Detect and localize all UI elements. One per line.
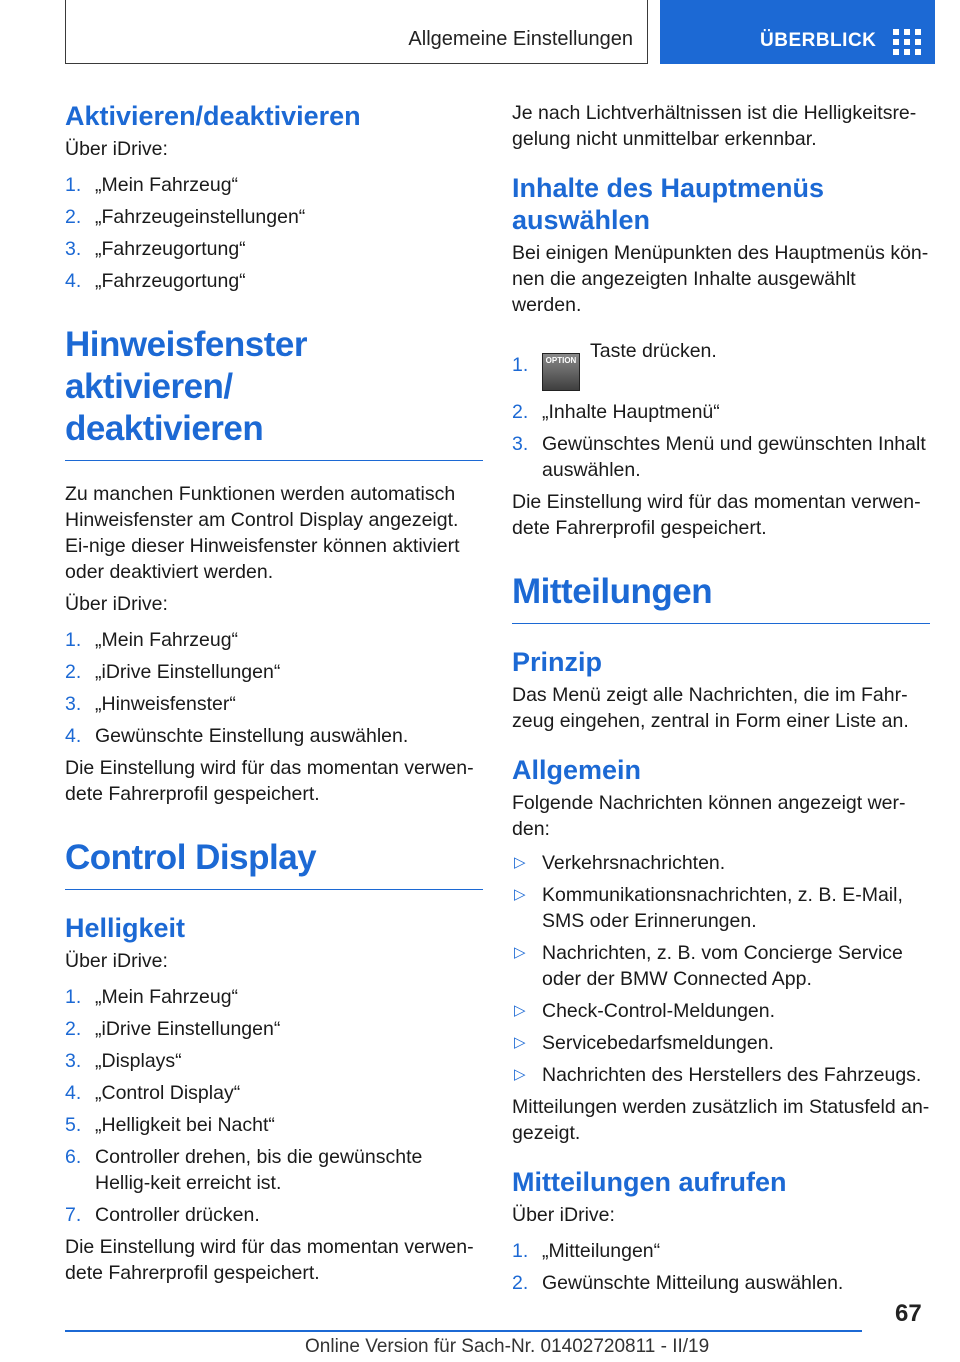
heading-control-display: Control Display (65, 837, 483, 890)
list-item: 7. Controller drücken. (65, 1204, 260, 1226)
list-item: 2. „iDrive Einstellungen“ (65, 1018, 281, 1040)
list-item: 2. „Fahrzeugeinstellungen“ (65, 206, 306, 228)
overview-tab-label: ÜBERBLICK (760, 30, 877, 51)
list-item: 1. OPTION Taste drücken. (512, 338, 930, 391)
heading-aufrufen: Mitteilungen aufrufen (512, 1167, 787, 1197)
steps-list (65, 172, 483, 294)
left-column (65, 100, 483, 1286)
triangle-bullet-icon: ▷ (514, 944, 526, 961)
paragraph: Bei einigen Menüpunkten des Hauptmenüs kön-nen die angezeigten Inhalte ausgewählt werden. (512, 242, 929, 316)
triangle-bullet-icon: ▷ (514, 1066, 526, 1083)
list-item: 3. Gewünschtes Menü und gewünschten Inhalt auswählen. (512, 433, 926, 481)
header-section-box (65, 0, 648, 64)
paragraph: Folgende Nachrichten können angezeigt wer-den: (512, 792, 906, 840)
heading-helligkeit: Helligkeit (65, 913, 186, 943)
right-column (512, 100, 930, 1296)
list-item: 1. „Mitteilungen“ (512, 1240, 661, 1262)
list-item: 6. Controller drehen, bis die gewünschte Hellig-keit erreicht ist. (65, 1146, 423, 1194)
list-item: 3. „Fahrzeugortung“ (65, 238, 246, 260)
triangle-bullet-icon: ▷ (514, 1034, 526, 1051)
triangle-bullet-icon: ▷ (514, 1002, 526, 1019)
overview-tab[interactable] (660, 0, 935, 64)
list-item: 4. „Fahrzeugortung“ (65, 270, 246, 292)
triangle-bullet-icon: ▷ (514, 886, 526, 903)
heading-aktivieren: Aktivieren/deaktivieren (65, 101, 361, 131)
paragraph: Zu manchen Funktionen werden automatisch Hinweisfenster am Control Display angezeigt. Ei-nige dieser Hinweisfenster können aktiviert oder deaktiviert werden. (65, 483, 460, 583)
triangle-bullet-icon: ▷ (514, 854, 526, 871)
list-item: 5. „Helligkeit bei Nacht“ (65, 1114, 275, 1136)
footer-divider (65, 1330, 862, 1332)
list-item: 2. Gewünschte Mitteilung auswählen. (512, 1272, 844, 1294)
list-item: 1. „Mein Fahrzeug“ (65, 174, 239, 196)
list-item: ▷ Verkehrsnachrichten. (514, 852, 726, 874)
paragraph: Je nach Lichtverhältnissen ist die Helligkeitsre-gelung nicht unmittelbar erkennbar. (512, 102, 917, 150)
list-item: 4. Gewünschte Einstellung auswählen. (65, 725, 409, 747)
paragraph: Mitteilungen werden zusätzlich im Statusfeld an-gezeigt. (512, 1096, 930, 1144)
heading-hauptmenue: Inhalte des Hauptmenüs auswählen (512, 173, 825, 235)
list-item: 3. „Displays“ (65, 1050, 182, 1072)
list-item: 1. „Mein Fahrzeug“ (65, 629, 239, 651)
list-item: 2. „Inhalte Hauptmenü“ (512, 401, 720, 423)
note: Die Einstellung wird für das momentan verwen-dete Fahrerprofil gespeichert. (65, 1236, 474, 1284)
intro-text: Über iDrive: (65, 138, 168, 160)
option-button-icon: OPTION (542, 353, 580, 391)
heading-mitteilungen: Mitteilungen (512, 571, 930, 624)
steps-list (65, 627, 483, 749)
note: Die Einstellung wird für das momentan verwen-dete Fahrerprofil gespeichert. (512, 491, 921, 539)
bullet-list (512, 850, 930, 1088)
intro-text: Über iDrive: (65, 593, 168, 615)
steps-list (512, 338, 930, 483)
page-number: 67 (895, 1300, 922, 1327)
list-item: ▷ Kommunikationsnachrichten, z. B. E-Mail, SMS oder Erinnerungen. (514, 884, 903, 932)
paragraph: Das Menü zeigt alle Nachrichten, die im Fahr-zeug eingehen, zentral in Form einer Liste an. (512, 684, 909, 732)
list-item: 4. „Control Display“ (65, 1082, 241, 1104)
list-item: ▷ Check-Control-Meldungen. (514, 1000, 776, 1022)
list-item: 2. „iDrive Einstellungen“ (65, 661, 281, 683)
list-item: ▷ Servicebedarfsmeldungen. (514, 1032, 774, 1054)
list-item: 1. „Mein Fahrzeug“ (65, 986, 239, 1008)
steps-list (512, 1238, 930, 1296)
list-item: ▷ Nachrichten des Herstellers des Fahrzeugs. (514, 1064, 922, 1086)
heading-prinzip: Prinzip (512, 647, 603, 677)
note: Die Einstellung wird für das momentan verwen-dete Fahrerprofil gespeichert. (65, 757, 474, 805)
steps-list (65, 984, 483, 1228)
list-item: 3. „Hinweisfenster“ (65, 693, 236, 715)
list-item: ▷ Nachrichten, z. B. vom Concierge Service oder der BMW Connected App. (514, 942, 903, 990)
intro-text: Über iDrive: (65, 950, 168, 972)
footer-text: Online Version für Sach-Nr. 01402720811 - II/19 (305, 1336, 710, 1357)
grid-icon (893, 29, 921, 53)
heading-allgemein: Allgemein (512, 755, 642, 785)
section-title: Allgemeine Einstellungen (408, 28, 633, 50)
heading-hinweisfenster: Hinweisfenster aktivieren/ deaktivieren (65, 324, 483, 461)
intro-text: Über iDrive: (512, 1204, 615, 1226)
